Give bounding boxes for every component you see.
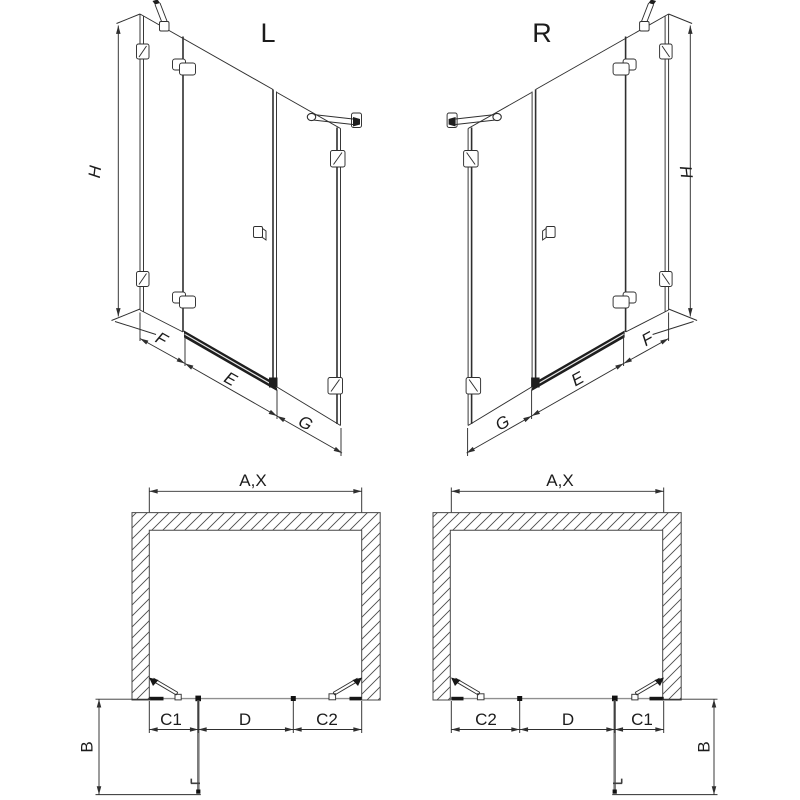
elevation-left: [85, 0, 362, 456]
plan-left-d-label: D: [238, 710, 252, 729]
plan-right: [433, 471, 718, 795]
plan-right-b-label: B: [694, 741, 714, 753]
dim-label-g-left: G: [295, 411, 316, 435]
dim-label-f-right: F: [638, 328, 657, 350]
plan-left-overall-label: A,X: [239, 471, 267, 490]
plan-right-c1-label: C1: [631, 710, 653, 729]
dim-label-h-right: H: [675, 164, 697, 180]
elevation-right: [447, 0, 697, 456]
plan-right-overall-label: A,X: [546, 471, 574, 490]
plan-right-d-label: D: [561, 710, 575, 729]
plan-left-b-label: B: [77, 741, 97, 753]
variant-label-right: R: [532, 18, 552, 48]
plan-left-c2-label: C2: [316, 710, 338, 729]
variant-label-left: L: [260, 18, 276, 48]
dim-label-f-left: F: [152, 328, 171, 350]
dim-label-h-left: H: [84, 164, 106, 180]
plan-left-c1-label: C1: [160, 710, 182, 729]
dim-label-e-left: E: [220, 368, 241, 391]
dim-label-g-right: G: [492, 411, 513, 435]
dim-label-e-right: E: [567, 368, 588, 391]
plan-right-c2-label: C2: [475, 710, 497, 729]
plan-left: [77, 471, 380, 795]
